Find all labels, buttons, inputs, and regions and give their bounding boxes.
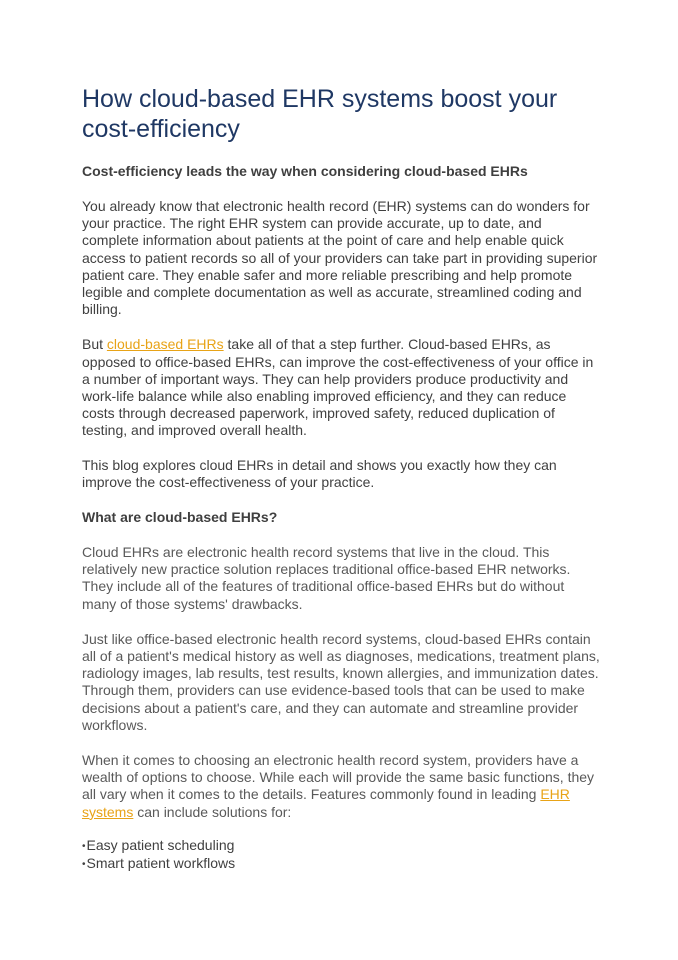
paragraph-blog-explores: This blog explores cloud EHRs in detail and shows you exactly how they can improve the cost-effectiveness of your practice.	[82, 456, 557, 490]
paragraph-medical-history: Just like office-based electronic health record systems, cloud-based EHRs contain all of a patient's medical history as well as diagnoses, medications, treatment plans, radiology images, lab results, test results, known allergies, and immunization dates. Through them, providers can use evidence-based tools that can be used to make decisions about a patient's care, and they can automate and streamline provider workflows.	[82, 630, 600, 733]
paragraph-cloud-ehrs-definition: Cloud EHRs are electronic health record systems that live in the cloud. This relatively new practice solution replaces traditional office-based EHR networks. They include all of the features of traditional office-based EHRs but do without many of those systems' drawbacks.	[82, 544, 571, 612]
paragraph-intro: You already know that electronic health record (EHR) systems can do wonders for your practice. The right EHR system can provide accurate, up to date, and complete information about patients at the point of care and help enable quick access to patient records so all of your providers can take part in providing superior patient care. They enable safer and more reliable prescribing and help promote legible and complete documentation as well as accurate, streamlined coding and billing.	[82, 198, 598, 318]
paragraph-cloud-based-after: take all of that a step further. Cloud-based EHRs, as opposed to office-based EHRs, can improve the cost-effectiveness of your office in a number of important ways. They can help providers produce productivity and work-life balance while also enabling improved efficiency, and they can reduce costs through decreased paperwork, improved safety, reduced duplication of testing, and improved overall health.	[82, 336, 594, 439]
feature-list	[82, 837, 602, 874]
document-page	[82, 84, 602, 874]
list-item-label: Easy patient scheduling	[86, 836, 235, 853]
subheading-what-are: What are cloud-based EHRs?	[82, 509, 278, 526]
page-title: How cloud-based EHR systems boost your cost-efficiency	[82, 85, 558, 143]
paragraph-cloud-based-before: But	[82, 336, 107, 353]
cloud-based-ehrs-link[interactable]: cloud-based EHRs	[106, 336, 224, 353]
bullet-icon: •	[82, 859, 86, 871]
paragraph-cloud-based	[82, 336, 602, 439]
bullet-icon: •	[82, 840, 86, 852]
subheading-cost-efficiency: Cost-efficiency leads the way when considering cloud-based EHRs	[82, 163, 528, 179]
paragraph-choosing-before: When it comes to choosing an electronic health record system, providers have a wealth of options to choose. While each will provide the same basic functions, they all vary when it comes to the details. Features commonly found in leading	[82, 752, 595, 803]
list-item	[82, 837, 602, 856]
list-item-label: Smart patient workflows	[86, 855, 236, 872]
list-item	[82, 855, 602, 874]
paragraph-choosing-system	[82, 752, 602, 821]
ehr-systems-link[interactable]: EHR systems	[82, 786, 570, 820]
paragraph-choosing-after: can include solutions for:	[133, 803, 292, 820]
